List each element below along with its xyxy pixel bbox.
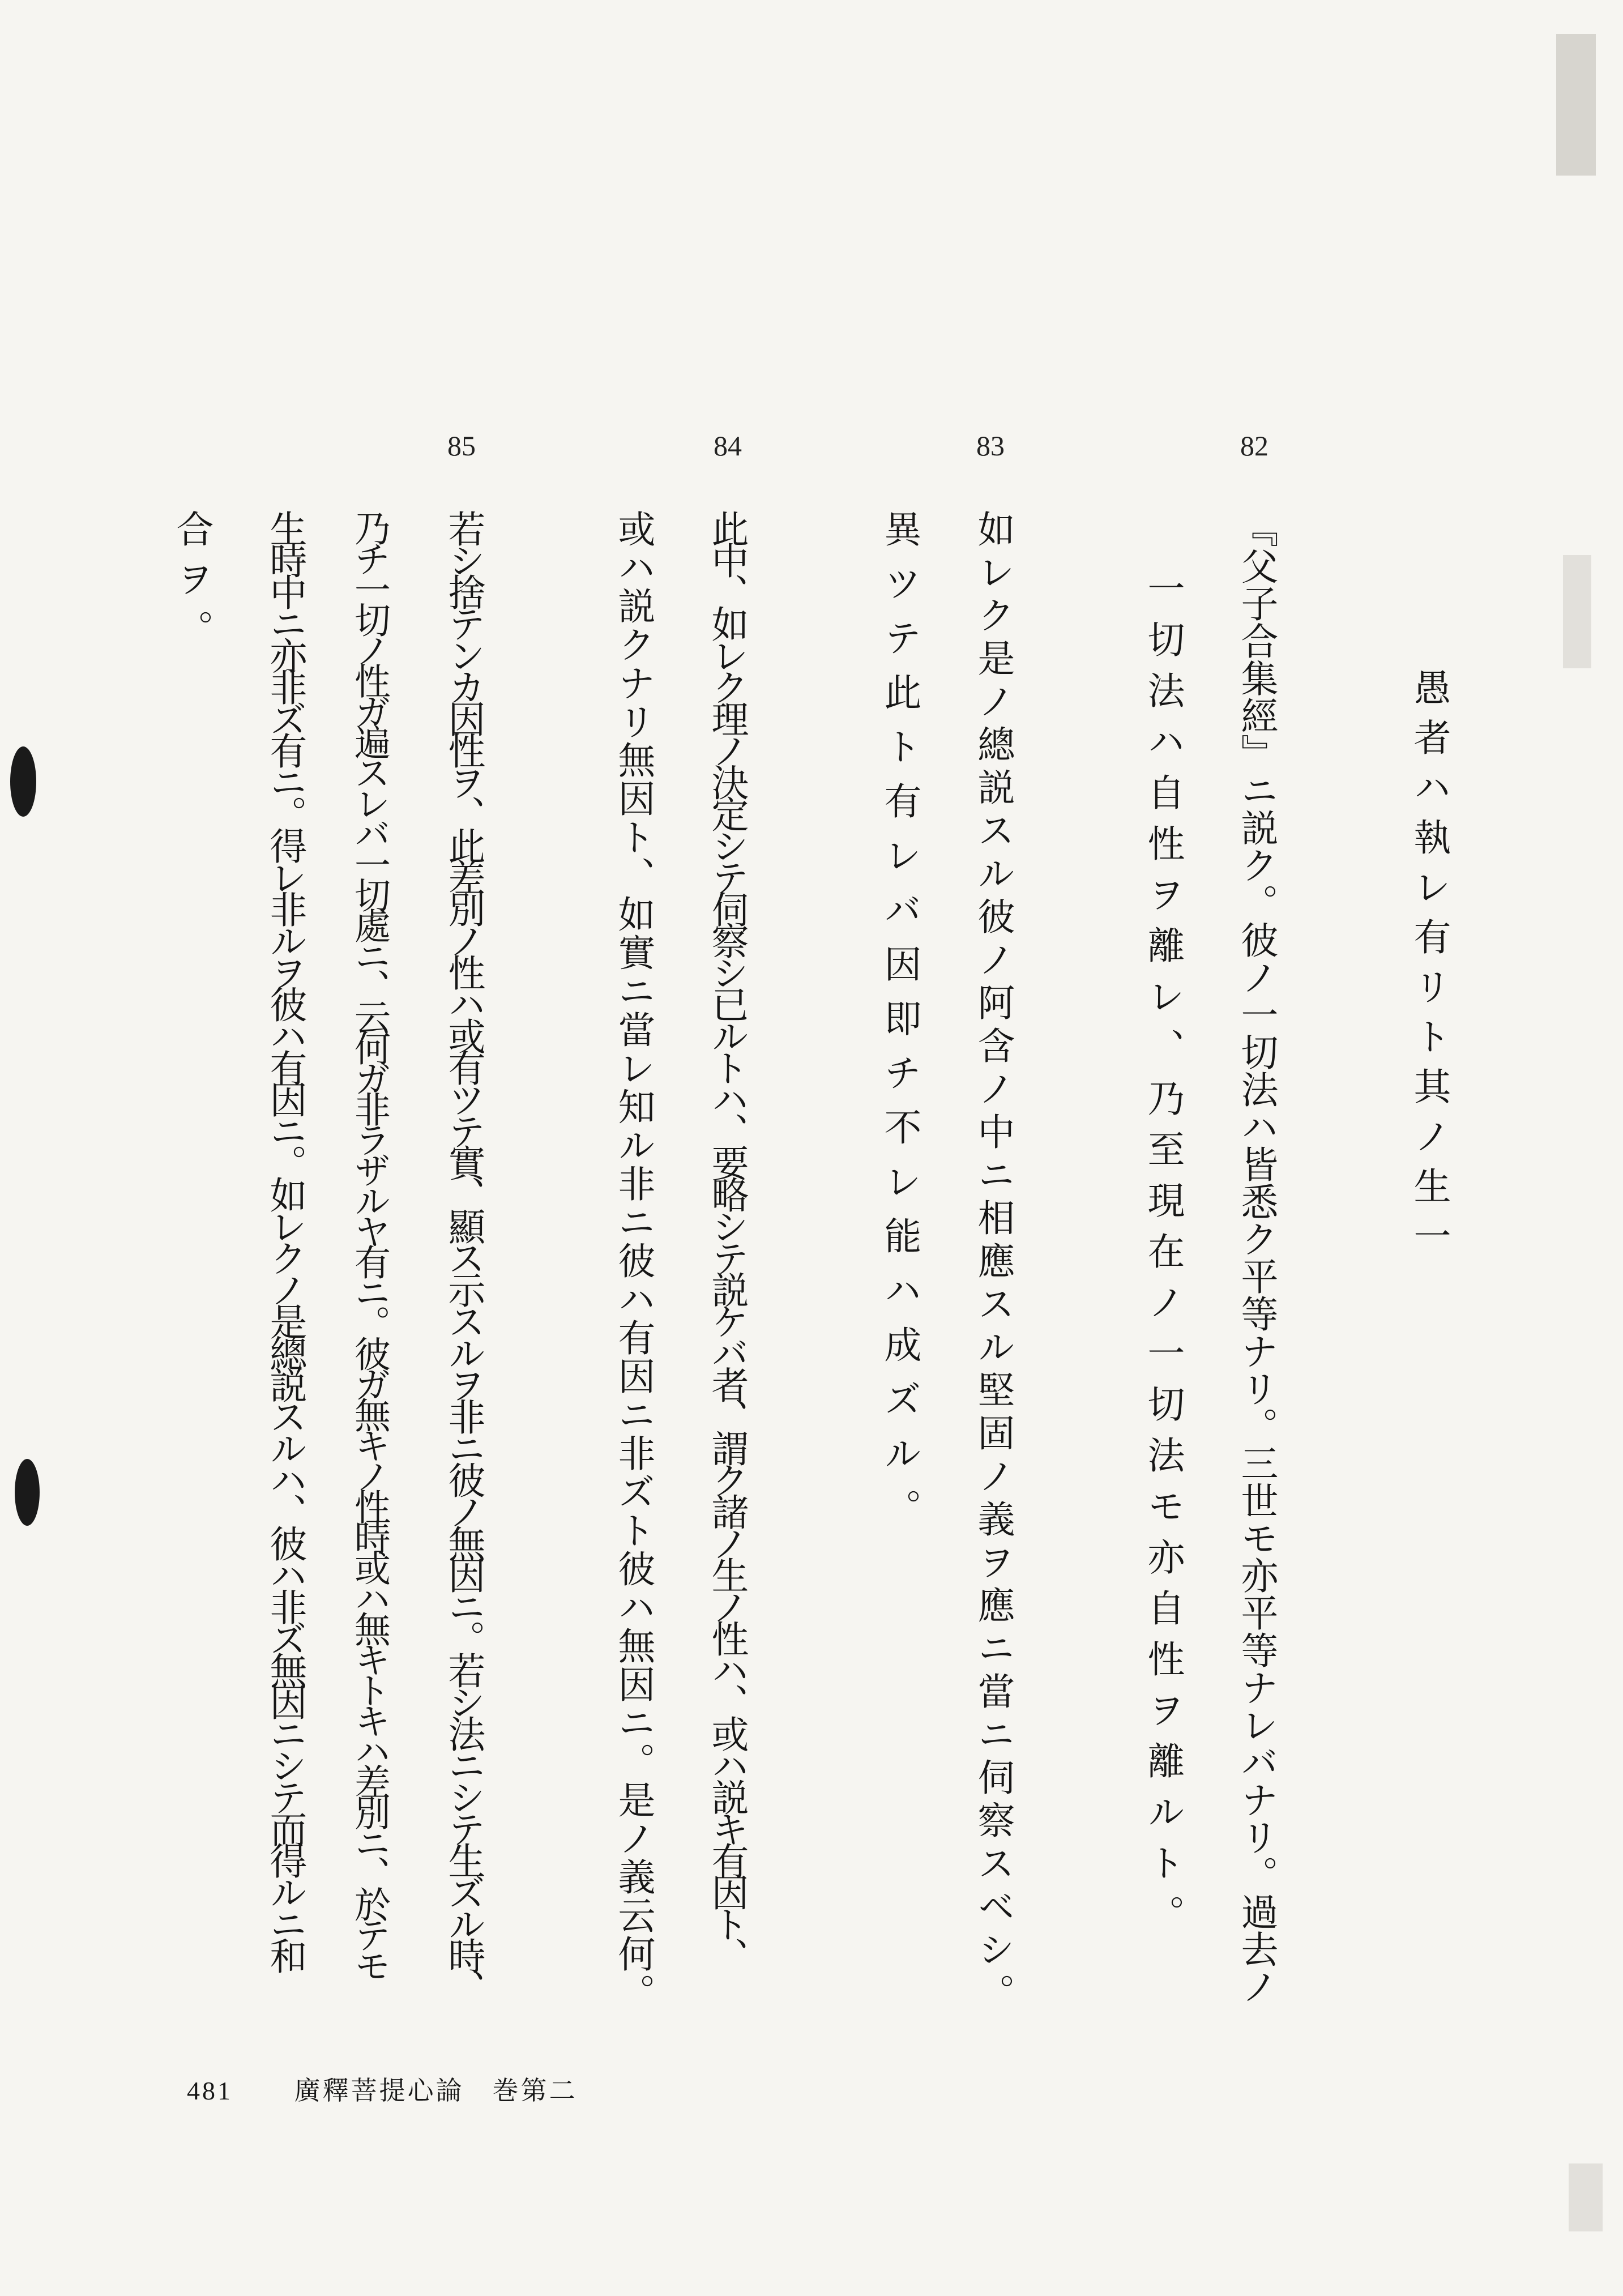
book-title: 廣釋菩提心論 巻第二: [294, 2075, 578, 2106]
text-line-9: 乃チ一切ノ性ガ遍スレバ一切處ニ、云何ガ非ラザルヤ有ニ。彼ガ無キノ性時或ハ無キトキハ差別ニ、於テモ: [348, 510, 390, 1978]
page-footer: [187, 2077, 578, 2104]
text-line-6: 此中、如レク理ノ決定シテ伺察シ已ルトハ、要略シテ説ケバ者、謂ク諸ノ生ノ性ハ、或ハ説キ有因ト、: [705, 510, 749, 1969]
line-number-83: 83: [976, 430, 1005, 462]
binding-hole-mark-top: [10, 746, 36, 817]
text-line-10: 生時中ニ亦非ズ有ニ。得レ非ルヲ彼ハ有因ニ。如レクノ是總説スルハ、彼ハ非ズ無因ニシテ而得ルニ和: [263, 510, 307, 1969]
right-edge-smudge-low: [1569, 2163, 1603, 2231]
text-line-11: 合ヲ。: [170, 510, 213, 659]
line-number-84: 84: [714, 430, 742, 462]
text-line-8: 若シ捨テンカ因性ヲ、此差別ノ性ハ或有ツテ實、顯ス示スルヲ非ニ彼ノ無因ニ。若シ法ニシテ生ズル時、: [442, 510, 485, 2000]
text-line-5: 異ツテ此ト有レバ因即チ不レ能ハ成ズル。: [878, 510, 921, 1543]
text-line-1: 愚者ハ執レ有リト其ノ生一: [1407, 668, 1451, 1266]
text-line-3: 一切法ハ自性ヲ離レ、乃至現在ノ一切法モ亦自性ヲ離ルト。: [1141, 569, 1185, 1945]
page-number: 481: [187, 2076, 233, 2105]
text-line-4: 如レク是ノ總説スル彼ノ阿含ノ中ニ相應スル堅固ノ義ヲ應ニ當ニ伺察スベシ。: [971, 510, 1015, 2016]
right-edge-smudge-mid: [1563, 555, 1591, 668]
line-number-82: 82: [1240, 430, 1268, 462]
line-number-85: 85: [447, 430, 476, 462]
right-edge-smudge-top: [1556, 34, 1596, 176]
text-line-2: 『父子合集經』ニ説ク。彼ノ一切法ハ皆悉ク平等ナリ。三世モ亦平等ナレバナリ。過去ノ: [1235, 510, 1278, 2005]
binding-hole-mark-bottom: [15, 1459, 40, 1526]
text-line-7: 或ハ説クナリ無因ト、如實ニ當レ知ル非ニ彼ハ有因ニ非ズト彼ハ無因ニ。是ノ義云何。: [612, 510, 655, 2012]
